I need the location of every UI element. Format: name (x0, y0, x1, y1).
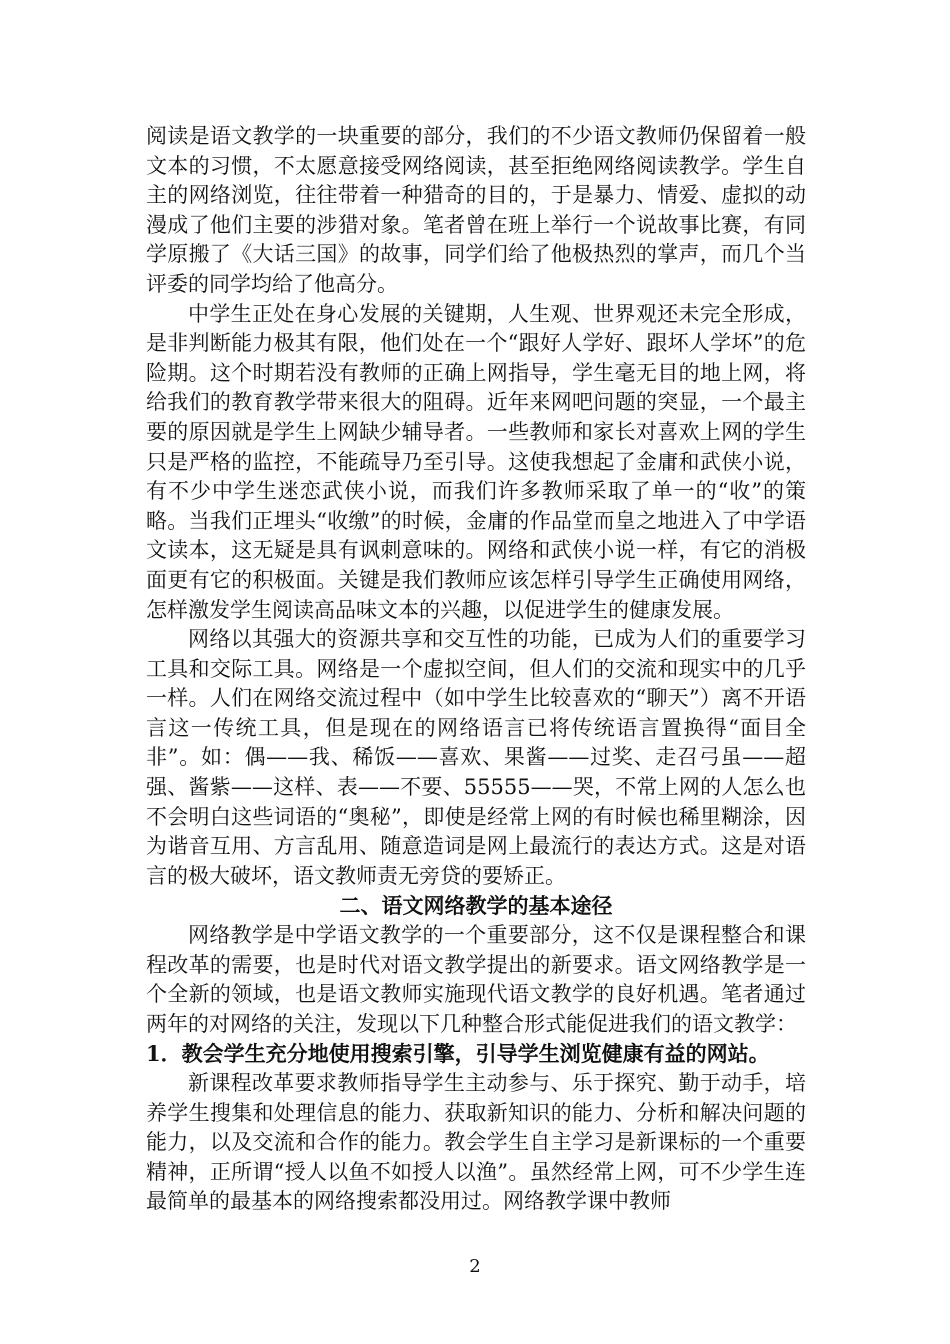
paragraph-curriculum-reform: 新课程改革要求教师指导学生主动参与、乐于探究、勤于动手，培养学生搜集和处理信息的能力、获取新知识的能力、分析和解决问题的能力，以及交流和合作的能力。教会学生自主学习是新课标的一个重要精神，正所谓“授人以鱼不如授人以渔”。虽然经常上网，可不少学生连最简单的最基本的网络搜索都没用过。网络教学课中教师 (146, 1071, 806, 1214)
paragraph-reading: 阅读是语文教学的一块重要的部分，我们的不少语文教师仍保留着一般文本的习惯，不太愿意接受网络阅读，甚至拒绝网络阅读教学。学生自主的网络浏览，往往带着一种猎奇的目的，于是暴力、情爱、虚拟的动漫成了他们主要的涉猎对象。笔者曾在班上举行一个说故事比赛，有同学原搬了《大话三国》的故事，同学们给了他极热烈的掌声，而几个当评委的同学均给了他高分。 (146, 124, 806, 296)
page-number: 2 (469, 1256, 481, 1277)
paragraph-network-teaching: 网络教学是中学语文教学的一个重要部分，这不仅是课程整合和课程改革的需要，也是时代对语文教学提出的新要求。语文网络教学是一个全新的领域，也是语文教师实施现代语文教学的良好机遇。笔者通过两年的对网络的关注，发现以下几种整合形式能促进我们的语文教学： (146, 923, 806, 1036)
section-heading: 二、语文网络教学的基本途径 (339, 893, 613, 919)
sub-heading-search-engine: 1．教会学生充分地使用搜索引擎，引导学生浏览健康有益的网站。 (146, 1041, 770, 1067)
paragraph-network-language: 网络以其强大的资源共享和交互性的功能，已成为人们的重要学习工具和交际工具。网络是一个虚拟空间，但人们的交流和现实中的几乎一样。人们在网络交流过程中（如中学生比较喜欢的“聊天”）离不开语言这一传统工具，但是现在的网络语言已将传统语言置换得“面目全非”。如：偶——我、稀饭——喜欢、果酱——过奖、走召弓虽——超强、酱紫——这样、表——不要、55555——哭，不常上网的人怎么也不会明白这些词语的“奥秘”，即使是经常上网的有时候也稀里糊涂，因为谐音互用、方言乱用、随意造词是网上最流行的表达方式。这是对语言的极大破坏，语文教师责无旁贷的要矫正。 (146, 627, 806, 888)
document-page (146, 122, 806, 1217)
paragraph-students-critical-period: 中学生正处在身心发展的关键期，人生观、世界观还未完全形成，是非判断能力极其有限，他们处在一个“跟好人学好、跟坏人学坏”的危险期。这个时期若没有教师的正确上网指导，学生毫无目的地上网，将给我们的教育教学带来很大的阻碍。近年来网吧问题的突显，一个最主要的原因就是学生上网缺少辅导者。一些教师和家长对喜欢上网的学生只是严格的监控，不能疏导乃至引导。这使我想起了金庸和武侠小说，有不少中学生迷恋武侠小说，而我们许多教师采取了单一的“收”的策略。当我们正埋头“收缴”的时候，金庸的作品堂而皇之地进入了中学语文读本，这无疑是具有讽刺意味的。网络和武侠小说一样，有它的消极面更有它的积极面。关键是我们教师应该怎样引导学生正确使用网络，怎样激发学生阅读高品味文本的兴趣，以促进学生的健康发展。 (146, 301, 806, 622)
